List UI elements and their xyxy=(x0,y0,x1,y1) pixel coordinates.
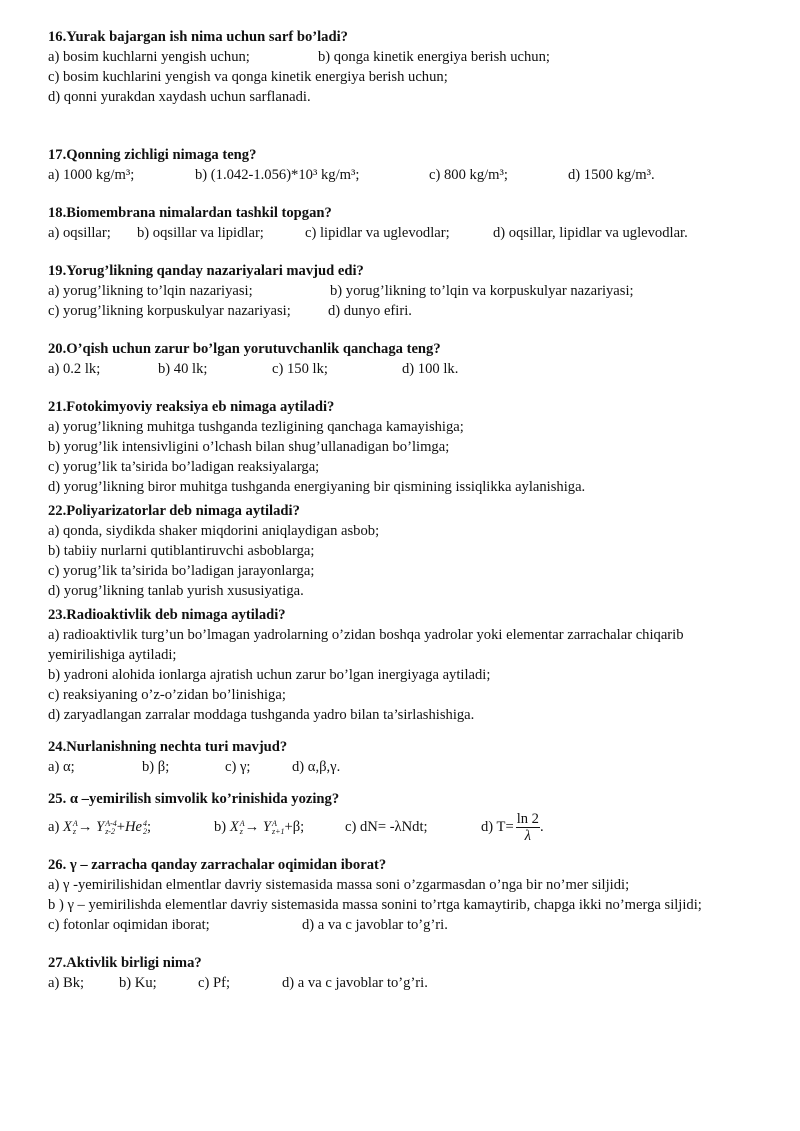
question-title: 26. γ – zarracha qanday zarrachalar oqimidan iborat? xyxy=(48,857,387,873)
arrow-icon: → xyxy=(77,819,93,835)
answer-c: c) yorug’lik ta’sirida bo’ladigan reaksiyalarga; xyxy=(48,459,320,475)
atomic-number: z-2 xyxy=(105,826,115,836)
question-title: 17.Qonning zichligi nimaga teng? xyxy=(48,147,257,163)
nuclide-he xyxy=(125,819,147,835)
symbol-x: X xyxy=(63,819,72,835)
answer-b-label: b) xyxy=(214,819,227,835)
answer-d: d) oqsillar, lipidlar va uglevodlar. xyxy=(493,225,688,241)
answer-c: c) 800 kg/m³; xyxy=(429,167,508,183)
question-title: 23.Radioaktivlik deb nimaga aytiladi? xyxy=(48,607,286,623)
beta-term: +β; xyxy=(284,819,305,835)
nuclide-x xyxy=(63,819,78,835)
answer-c: c) fotonlar oqimidan iborat; xyxy=(48,917,210,933)
question-27 xyxy=(48,953,760,993)
fraction xyxy=(516,811,540,844)
atomic-number: 2 xyxy=(143,826,148,836)
punctuation: . xyxy=(539,818,544,835)
mass-number: A-4 xyxy=(105,818,117,828)
answer-d: d) dunyo efiri. xyxy=(328,303,412,319)
question-19 xyxy=(48,261,760,321)
answer-row xyxy=(48,359,760,379)
answer-a: a) bosim kuchlarni yengish uchun; xyxy=(48,49,250,65)
punctuation: ; xyxy=(147,819,152,835)
question-25 xyxy=(48,789,760,844)
answer-a: a) Bk; xyxy=(48,975,85,991)
symbol-he: He xyxy=(124,819,143,835)
question-title: 24.Nurlanishning nechta turi mavjud? xyxy=(48,739,288,755)
fraction-numerator: ln 2 xyxy=(516,811,539,827)
answer-d: d) 1500 kg/m³. xyxy=(568,167,655,183)
answer-d: d) yorug’likning biror muhitga tushganda energiyaning bir qismining issiqlikka aylanishiga. xyxy=(48,479,586,495)
question-16 xyxy=(48,27,760,107)
question-24 xyxy=(48,737,760,777)
answer-d: d) qonni yurakdan xaydash uchun sarflanadi. xyxy=(48,89,311,105)
fraction-denominator: λ xyxy=(524,828,531,844)
answer-c: c) 150 lk; xyxy=(272,361,328,377)
nuclide-x xyxy=(230,819,245,835)
answer-row xyxy=(48,757,760,777)
question-17 xyxy=(48,145,760,185)
plus-sign: + xyxy=(116,819,125,835)
answer-row xyxy=(48,223,760,243)
question-21 xyxy=(48,397,760,497)
answer-c: c) bosim kuchlarini yengish va qonga kinetik energiya berish uchun; xyxy=(48,69,448,85)
answer-c: c) lipidlar va uglevodlar; xyxy=(305,225,450,241)
answer-c: c) reaksiyaning o’z-o’zidan bo’linishiga; xyxy=(48,687,286,703)
question-title: 22.Poliyarizatorlar deb nimaga aytiladi? xyxy=(48,503,300,519)
answer-row xyxy=(48,165,760,185)
answer-row xyxy=(48,811,760,844)
symbol-y: Y xyxy=(262,819,272,835)
answer-row xyxy=(48,915,760,935)
answer-b: b) yorug’lik intensivligini o’lchash bilan shug’ullanadigan bo’limga; xyxy=(48,439,450,455)
answer-c: c) dN= -λNdt; xyxy=(345,819,428,835)
answer-d: d) a va c javoblar to’g’ri. xyxy=(282,975,428,991)
answer-row xyxy=(48,47,760,67)
answer-a: a) γ -yemirilishidan elmentlar davriy sistemasida massa soni o’zgarmasdan o’nga bir no’mer siljidi; xyxy=(48,877,630,893)
question-title: 18.Biomembrana nimalardan tashkil topgan? xyxy=(48,205,332,221)
question-title: 20.O’qish uchun zarur bo’lgan yorutuvchanlik qanchaga teng? xyxy=(48,341,441,357)
answer-a: a) radioaktivlik turg’un bo’lmagan yadrolarning o’zidan boshqa yadrolar yoki elementar zarrachalar chiqarib yemirilishiga aytiladi; xyxy=(48,627,684,663)
question-title: 25. α –yemirilish simvolik ko’rinishida yozing? xyxy=(48,791,340,807)
answer-b xyxy=(214,817,304,837)
symbol-x: X xyxy=(229,819,239,835)
answer-b: b) 40 lk; xyxy=(158,361,208,377)
answer-b: b) oqsillar va lipidlar; xyxy=(137,225,264,241)
question-title: 27.Aktivlik birligi nima? xyxy=(48,955,202,971)
atomic-number: z+1 xyxy=(272,826,285,836)
answer-c: c) γ; xyxy=(225,759,251,775)
question-23 xyxy=(48,605,760,725)
test-page xyxy=(48,27,760,993)
answer-c: c) yorug’likning korpuskulyar nazariyasi; xyxy=(48,303,291,319)
answer-row xyxy=(48,281,760,301)
answer-a: a) qonda, siydikda shaker miqdorini aniqlaydigan asbob; xyxy=(48,523,380,539)
mass-number: A xyxy=(272,818,277,828)
atomic-number: z xyxy=(72,826,77,836)
answer-row xyxy=(48,301,760,321)
answer-b: b ) γ – yemirilishda elementlar davriy sistemasida massa sonini to’rtga kamaytirib, chapga ikki no’merga siljidi; xyxy=(48,897,702,913)
mass-number: 4 xyxy=(143,818,148,828)
arrow-icon: → xyxy=(244,819,260,835)
answer-a: a) oqsillar; xyxy=(48,225,111,241)
answer-b: b) yadroni alohida ionlarga ajratish uchun zarur bo’lgan inergiyaga aytiladi; xyxy=(48,667,491,683)
question-18 xyxy=(48,203,760,243)
answer-d-label: d) T= xyxy=(481,818,514,835)
question-26 xyxy=(48,855,760,935)
answer-a: a) 0.2 lk; xyxy=(48,361,101,377)
nuclide-y xyxy=(263,819,285,835)
answer-a: a) yorug’likning muhitga tushganda tezligining qanchaga kamayishiga; xyxy=(48,419,464,435)
answer-d: d) yorug’likning tanlab yurish xususiyatiga. xyxy=(48,583,304,599)
atomic-number: z xyxy=(239,826,243,836)
answer-a: a) 1000 kg/m³; xyxy=(48,167,135,183)
symbol-y: Y xyxy=(96,819,105,835)
answer-b: b) (1.042-1.056)*10³ kg/m³; xyxy=(195,167,360,183)
mass-number: A xyxy=(239,818,245,828)
answer-c: c) Pf; xyxy=(198,975,231,991)
answer-b: b) qonga kinetik energiya berish uchun; xyxy=(318,49,550,65)
question-20 xyxy=(48,339,760,379)
answer-c: c) yorug’lik ta’sirida bo’ladigan jarayonlarga; xyxy=(48,563,315,579)
answer-d: d) α,β,γ. xyxy=(292,759,341,775)
answer-row xyxy=(48,973,760,993)
question-title: 19.Yorug’likning qanday nazariyalari mavjud edi? xyxy=(48,263,364,279)
answer-a: a) α; xyxy=(48,759,75,775)
question-title: 21.Fotokimyoviy reaksiya eb nimaga aytiladi? xyxy=(48,399,335,415)
answer-b: b) β; xyxy=(142,759,170,775)
answer-b: b) tabiiy nurlarni qutiblantiruvchi asboblarga; xyxy=(48,543,315,559)
answer-b: b) yorug’likning to’lqin va korpuskulyar nazariyasi; xyxy=(330,283,634,299)
nuclide-y xyxy=(96,819,117,835)
answer-d: d) 100 lk. xyxy=(402,361,459,377)
mass-number: A xyxy=(72,818,78,828)
answer-a: a) yorug’likning to’lqin nazariyasi; xyxy=(48,283,253,299)
answer-d: d) a va c javoblar to’g’ri. xyxy=(302,917,448,933)
question-title: 16.Yurak bajargan ish nima uchun sarf bo’ladi? xyxy=(48,29,348,45)
answer-d xyxy=(481,811,544,844)
answer-a xyxy=(48,817,151,837)
question-22 xyxy=(48,501,760,601)
answer-a-label: a) xyxy=(48,819,60,835)
answer-b: b) Ku; xyxy=(119,975,157,991)
answer-d: d) zaryadlangan zarralar moddaga tushganda yadro bilan ta’sirlashishiga. xyxy=(48,707,475,723)
